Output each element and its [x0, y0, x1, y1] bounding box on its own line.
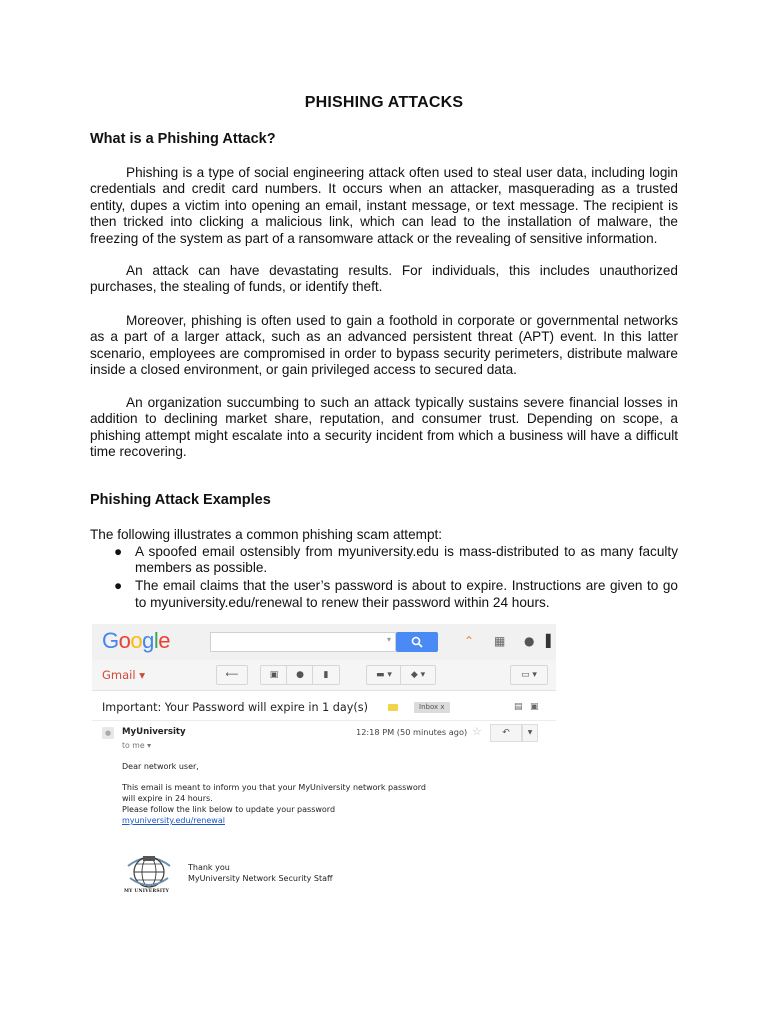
paragraph-1: Phishing is a type of social engineering attack often used to steal user data, including login credentials and credit card numbers. It occurs when an attacker, masquerading as a trusted entity, dupes a victim into opening an email, instant message, or text message. The recipient is then tricked into clicking a malicious link, which can lead to the installation of malware, the freezing of the system as part of a ransomware attack or the revealing of sensitive information.	[90, 165, 678, 246]
section-heading-examples: Phishing Attack Examples	[90, 492, 271, 508]
chevron-down-icon: ▾	[386, 635, 391, 644]
apps-grid-icon[interactable]: ▦	[494, 634, 506, 648]
chevron-down-icon[interactable]: ▼	[522, 724, 538, 742]
email-body-line-3: Please follow the link below to update your password	[122, 805, 336, 814]
examples-intro: The following illustrates a common phishing scam attempt:	[90, 527, 443, 542]
email-thanks: Thank you	[188, 863, 230, 872]
list-item: ● A spoofed email ostensibly from myuniversity.edu is mass-distributed to as many faculty members as possible.	[114, 544, 678, 576]
notifications-icon[interactable]: ●	[524, 634, 535, 648]
gmail-toolbar	[92, 660, 556, 691]
phishing-link[interactable]: myuniversity.edu/renewal	[122, 816, 225, 825]
list-item: ● The email claims that the user’s password is about to expire. Instructions are given to go to myuniversity.edu/renewal to renew their password within 24 hours.	[114, 578, 678, 610]
inbox-chip[interactable]: Inbox x	[414, 702, 450, 713]
reply-icon[interactable]: ↶	[490, 724, 522, 742]
search-icon	[411, 636, 423, 648]
recipient-toggle[interactable]: to me ▾	[122, 741, 152, 750]
avatar[interactable]: ▌	[546, 634, 556, 648]
label-icon[interactable]: ◆ ▾	[400, 665, 436, 685]
page-title: PHISHING ATTACKS	[304, 94, 464, 111]
google-header	[92, 624, 556, 660]
divider	[92, 720, 556, 721]
bullet-icon: ●	[114, 544, 123, 559]
print-icon[interactable]: ▤	[514, 702, 523, 712]
star-icon[interactable]: ☆	[472, 725, 482, 738]
folder-icon[interactable]: ▬ ▾	[366, 665, 402, 685]
email-subject: Important: Your Password will expire in 1 day(s)	[102, 701, 368, 714]
email-screenshot	[92, 624, 556, 900]
new-window-icon[interactable]: ▣	[530, 702, 539, 712]
email-timestamp: 12:18 PM (50 minutes ago)	[356, 727, 468, 737]
avatar: ●	[102, 727, 114, 739]
sender-name: MyUniversity	[122, 727, 186, 737]
keyboard-icon[interactable]: ▭ ▾	[510, 665, 548, 685]
section-heading-what-is: What is a Phishing Attack?	[90, 131, 276, 147]
archive-icon[interactable]: ▣	[260, 665, 288, 685]
label-tag-icon[interactable]	[388, 704, 398, 711]
university-seal-text: MY UNIVERSITY	[124, 889, 170, 894]
gmail-menu[interactable]: Gmail ▾	[102, 668, 145, 682]
email-signature: MyUniversity Network Security Staff	[188, 874, 333, 883]
paragraph-3: Moreover, phishing is often used to gain a foothold in corporate or governmental networks as a part of a larger attack, such as an advanced persistent threat (APT) event. In this latter scenario, employees are compromised in order to bypass security perimeters, distribute malware inside a closed environment, or gain privileged access to secured data.	[90, 313, 678, 378]
spam-icon[interactable]: ●	[286, 665, 314, 685]
paragraph-2: An attack can have devastating results. For individuals, this includes unauthorized purchases, the stealing of funds, or identify theft.	[90, 263, 678, 295]
email-greeting: Dear network user,	[122, 762, 199, 771]
activity-icon[interactable]: ⌃	[464, 634, 475, 648]
bullet-icon: ●	[114, 578, 123, 594]
email-body-line-2: will expire in 24 hours.	[122, 794, 213, 803]
google-logo: Google	[102, 628, 171, 653]
search-button[interactable]	[396, 632, 438, 652]
trash-icon[interactable]: ▮	[312, 665, 340, 685]
examples-list	[90, 544, 678, 613]
email-body-line-1: This email is meant to inform you that your MyUniversity network password	[122, 783, 426, 792]
paragraph-4: An organization succumbing to such an attack typically sustains severe financial losses in addition to declining market share, reputation, and consumer trust. Depending on scope, a phishing attempt might escalate into a security incident from which a business will have a difficult time recovering.	[90, 395, 678, 460]
back-arrow-icon[interactable]: ⟵	[216, 665, 248, 685]
search-input[interactable]	[210, 632, 396, 652]
